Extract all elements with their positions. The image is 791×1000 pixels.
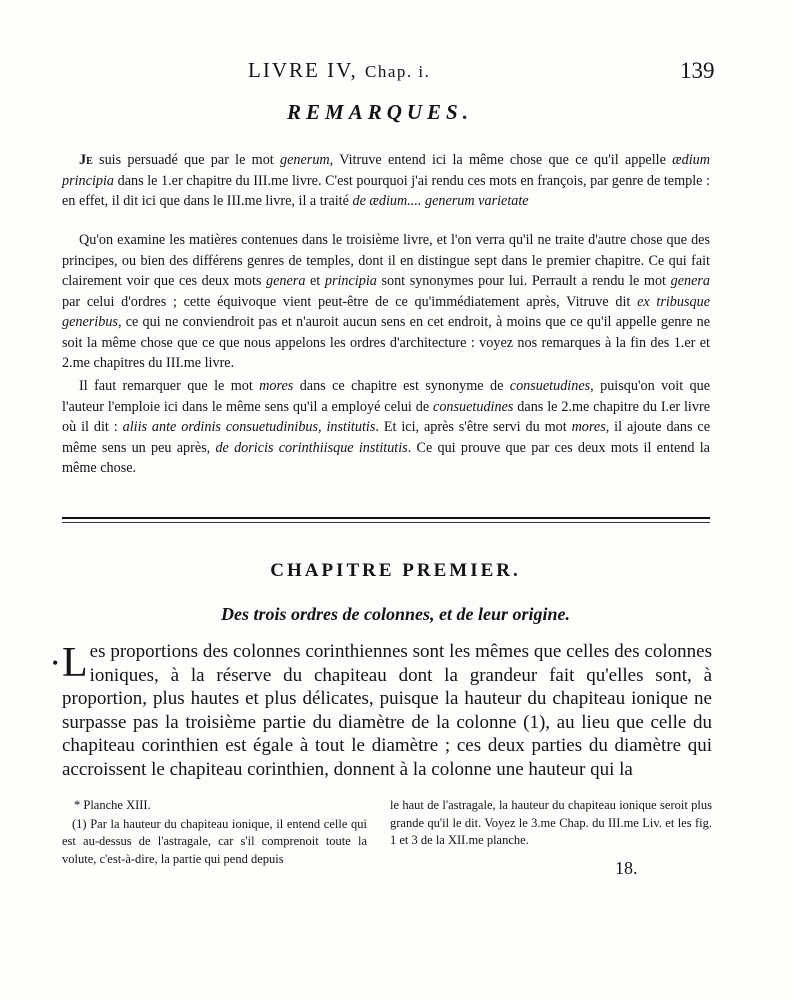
plate-marker: •: [52, 653, 59, 673]
section-divider-thin: [62, 522, 710, 523]
chapter-body-text: proportions des colonnes corinthiennes sont les mêmes que celles des colonnes ioniques, à la réserve du chapiteau dont la grandeur fait qu'elles sont, à proportion, plus hautes et plus délicates, puisque la hauteur du chapiteau ionique ne surpasse pas la troisième partie du diamètre de la colonne (1), au lieu que celle du chapiteau corinthien est égale à tout le diamètre ; ces deux parties du diamètre qui accroissent le chapiteau corinthien, donnent à la colonne une hauteur qui la: [62, 641, 712, 780]
page-number: 139: [680, 58, 715, 83]
footnote-left-column: [62, 797, 367, 868]
signature-mark: 18.: [615, 858, 638, 878]
running-title: LIVRE IV, Chap. i.: [248, 58, 431, 82]
chapter-body: [52, 640, 712, 781]
remarques-heading: REMARQUES.: [287, 100, 473, 124]
chapter-title: CHAPITRE PREMIER.: [270, 560, 521, 581]
footnote-planche: * Planche XIII.: [74, 798, 151, 812]
first-word-rest: es: [89, 641, 106, 662]
remarque-paragraph-1: Je suis persuadé que par le mot generum, Vitruve entend ici la même chose que ce qu'il appelle ædium principia dans le 1.er chapitre du III.me livre. C'est pourquoi j'ai rendu ces mots en françois, par genre de temple : en effet, il dit ici que dans le III.me livre, il a traité de ædium.... generum varietate: [62, 152, 711, 209]
section-divider-thick: [62, 517, 710, 519]
remarque-paragraph-2: Qu'on examine les matières contenues dans le troisième livre, et l'on verra qu'il ne traite d'autre chose que des principes, ou bien des différens genres de temples, dont il en distingue sept dans le premier chapitre. Ce qui fait clairement voir que ces deux mots genera et principia sont synonymes pour lui. Perrault a rendu le mot genera par celui d'ordres ; cette équivoque vient peut-être de ce qu'immédiatement après, Vitruve dit ex tribusque generibus, ce qui ne conviendroit pas et n'auroit aucun sens en cet endroit, à moins que ce qu'il appelle genre ne soit la même chose que ce que nous appelons les ordres d'architecture : voyez nos remarques à la fin des 1.er et 2.me chapitres du III.me livre.: [62, 232, 710, 371]
remarque-paragraph-3: Il faut remarquer que le mot mores dans ce chapitre est synonyme de consuetudines, puisqu'on voit que l'auteur l'emploie ici dans le même sens qu'il a employé celui de consuetudines dans le 2.me chapitre du I.er livre où il dit : aliis ante ordinis consuetudinibus, institutis. Et ici, après s'être servi du mot mores, il ajoute dans ce même sens un peu après, de doricis corinthiisque institutis. Ce qui prouve que par ces deux mots il entend la même chose.: [62, 378, 711, 476]
footnote-right-column: [390, 797, 712, 850]
footnote-1-continued: le haut de l'astragale, la hauteur du chapiteau ionique seroit plus grande qu'il le dit. Voyez le 3.me Chap. du III.me Liv. et les fig. 1 et 3 de la XII.me planche.: [390, 798, 712, 847]
drop-capital: L: [62, 640, 88, 686]
chapter-subtitle: Des trois ordres de colonnes, et de leur origine.: [221, 604, 570, 624]
chapter-label: Chap. i.: [365, 62, 431, 81]
running-header: [0, 58, 791, 88]
footnote-1-start: (1) Par la hauteur du chapiteau ionique, il entend celle qui est au-dessus de l'astragale, car s'il comprenoit toute la volute, c'est-à-dire, la partie qui pend depuis: [62, 816, 367, 866]
